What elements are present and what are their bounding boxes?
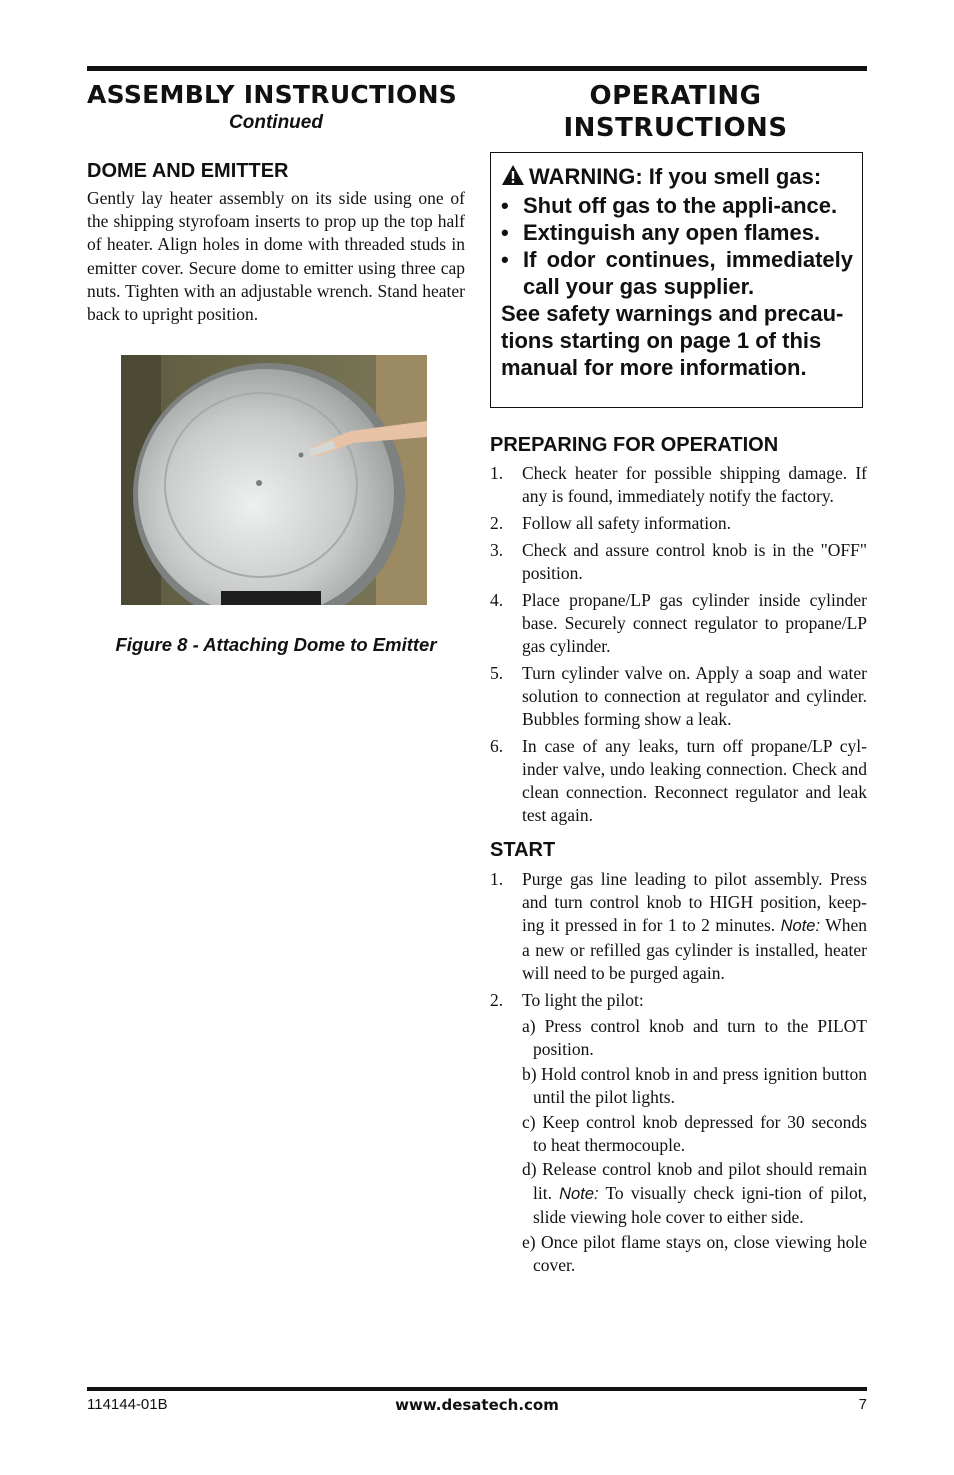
preparing-steps bbox=[490, 462, 867, 831]
website-link[interactable]: www.desatech.com bbox=[395, 1396, 559, 1414]
warning-item: • Shut off gas to the appli-ance. bbox=[501, 192, 853, 219]
list-item: 6. In case of any leaks, turn off propane/LP cyl-inder valve, undo leaking connection. Check and clean connection. Reconnect regulator and leak test again. bbox=[490, 735, 867, 826]
warning-heading-line bbox=[501, 163, 853, 192]
list-item: 2. Follow all safety information. bbox=[490, 512, 731, 533]
warning-item: • If odor continues, immediately call your gas supplier. bbox=[501, 246, 853, 300]
dome-photo-illustration bbox=[121, 355, 427, 605]
dome-emitter-body: Gently lay heater assembly on its side using one of the shipping styrofoam inserts to prop up the top half of heater. Align holes in dome with threaded studs in emitter cover. Secure dome to emitter using three cap nuts. Tighten with an adjustable wrench. Stand heater back to upright position. bbox=[87, 188, 465, 325]
warning-tail: See safety warnings and precau-tions starting on page 1 of this manual for more information. bbox=[501, 301, 844, 380]
start-heading: START bbox=[490, 839, 556, 861]
operating-title-line1: OPERATING bbox=[589, 81, 762, 111]
bottom-rule bbox=[87, 1387, 867, 1391]
warning-box bbox=[490, 152, 863, 408]
dome-emitter-heading: DOME AND EMITTER bbox=[87, 160, 289, 182]
warning-triangle-icon bbox=[501, 164, 525, 192]
warning-list bbox=[501, 192, 853, 300]
list-item: 2. To light the pilot: a) Press control knob and turn to the PILOT position. b) Hold control knob in and press ignition button until the pilot lights. c) Keep control knob depressed for 30 seconds to heat thermocouple. d) Release control knob and pilot should remain lit. Note: To visually check igni-tion of pilot, slide viewing hole cover to either side. e) Once pilot flame stays on, close viewing hole cover. bbox=[490, 989, 867, 1277]
sub-step: e) Once pilot flame stays on, close viewing hole cover. bbox=[522, 1231, 867, 1275]
note-label: Note: bbox=[559, 1184, 599, 1203]
assembly-title: ASSEMBLY INSTRUCTIONS bbox=[87, 80, 458, 109]
start-steps bbox=[490, 868, 867, 1280]
list-item: 1. Check heater for possible shipping damage. If any is found, immediately notify the factory. bbox=[490, 463, 867, 507]
list-item: 5. Turn cylinder valve on. Apply a soap and water solution to connection at regulator and cylinder. Bubbles forming show a leak. bbox=[490, 662, 867, 730]
warning-heading: WARNING: If you smell gas: bbox=[529, 164, 822, 189]
figure-dome-photo bbox=[121, 355, 427, 605]
sub-step: b) Hold control knob in and press ignition button until the pilot lights. bbox=[522, 1063, 867, 1107]
right-column bbox=[490, 80, 867, 144]
figure-caption: Figure 8 - Attaching Dome to Emitter bbox=[115, 634, 437, 655]
sub-step: d) Release control knob and pilot should remain lit. Note: To visually check igni-tion of pilot, slide viewing hole cover to either side. bbox=[522, 1159, 868, 1227]
left-column bbox=[87, 80, 465, 326]
sub-step: c) Keep control knob depressed for 30 seconds to heat thermocouple. bbox=[522, 1111, 867, 1155]
continued-label: Continued bbox=[229, 112, 323, 133]
preparing-heading: PREPARING FOR OPERATION bbox=[490, 434, 779, 456]
doc-number: 114144-01B bbox=[87, 1396, 168, 1413]
operating-title-line2: INSTRUCTIONS bbox=[563, 113, 788, 143]
sub-step: a) Press control knob and turn to the PILOT position. bbox=[522, 1015, 867, 1059]
list-item: 4. Place propane/LP gas cylinder inside cylinder base. Securely connect regulator to propane/LP gas cylinder. bbox=[490, 589, 867, 656]
page-number: 7 bbox=[858, 1396, 867, 1413]
pilot-sub-steps bbox=[522, 1015, 867, 1277]
warning-item: • Extinguish any open flames. bbox=[501, 219, 853, 246]
note-label: Note: bbox=[780, 917, 821, 936]
list-item: 1. Purge gas line leading to pilot assembly. Press and turn control knob to HIGH position, keep-ing it pressed in for 1 to 2 minutes. Note: When a new or refilled gas cylinder is installed, heater will need to be purged again. bbox=[490, 869, 868, 983]
top-rule bbox=[87, 66, 867, 71]
list-item: 3. Check and assure control knob is in the "OFF" position. bbox=[490, 539, 867, 583]
